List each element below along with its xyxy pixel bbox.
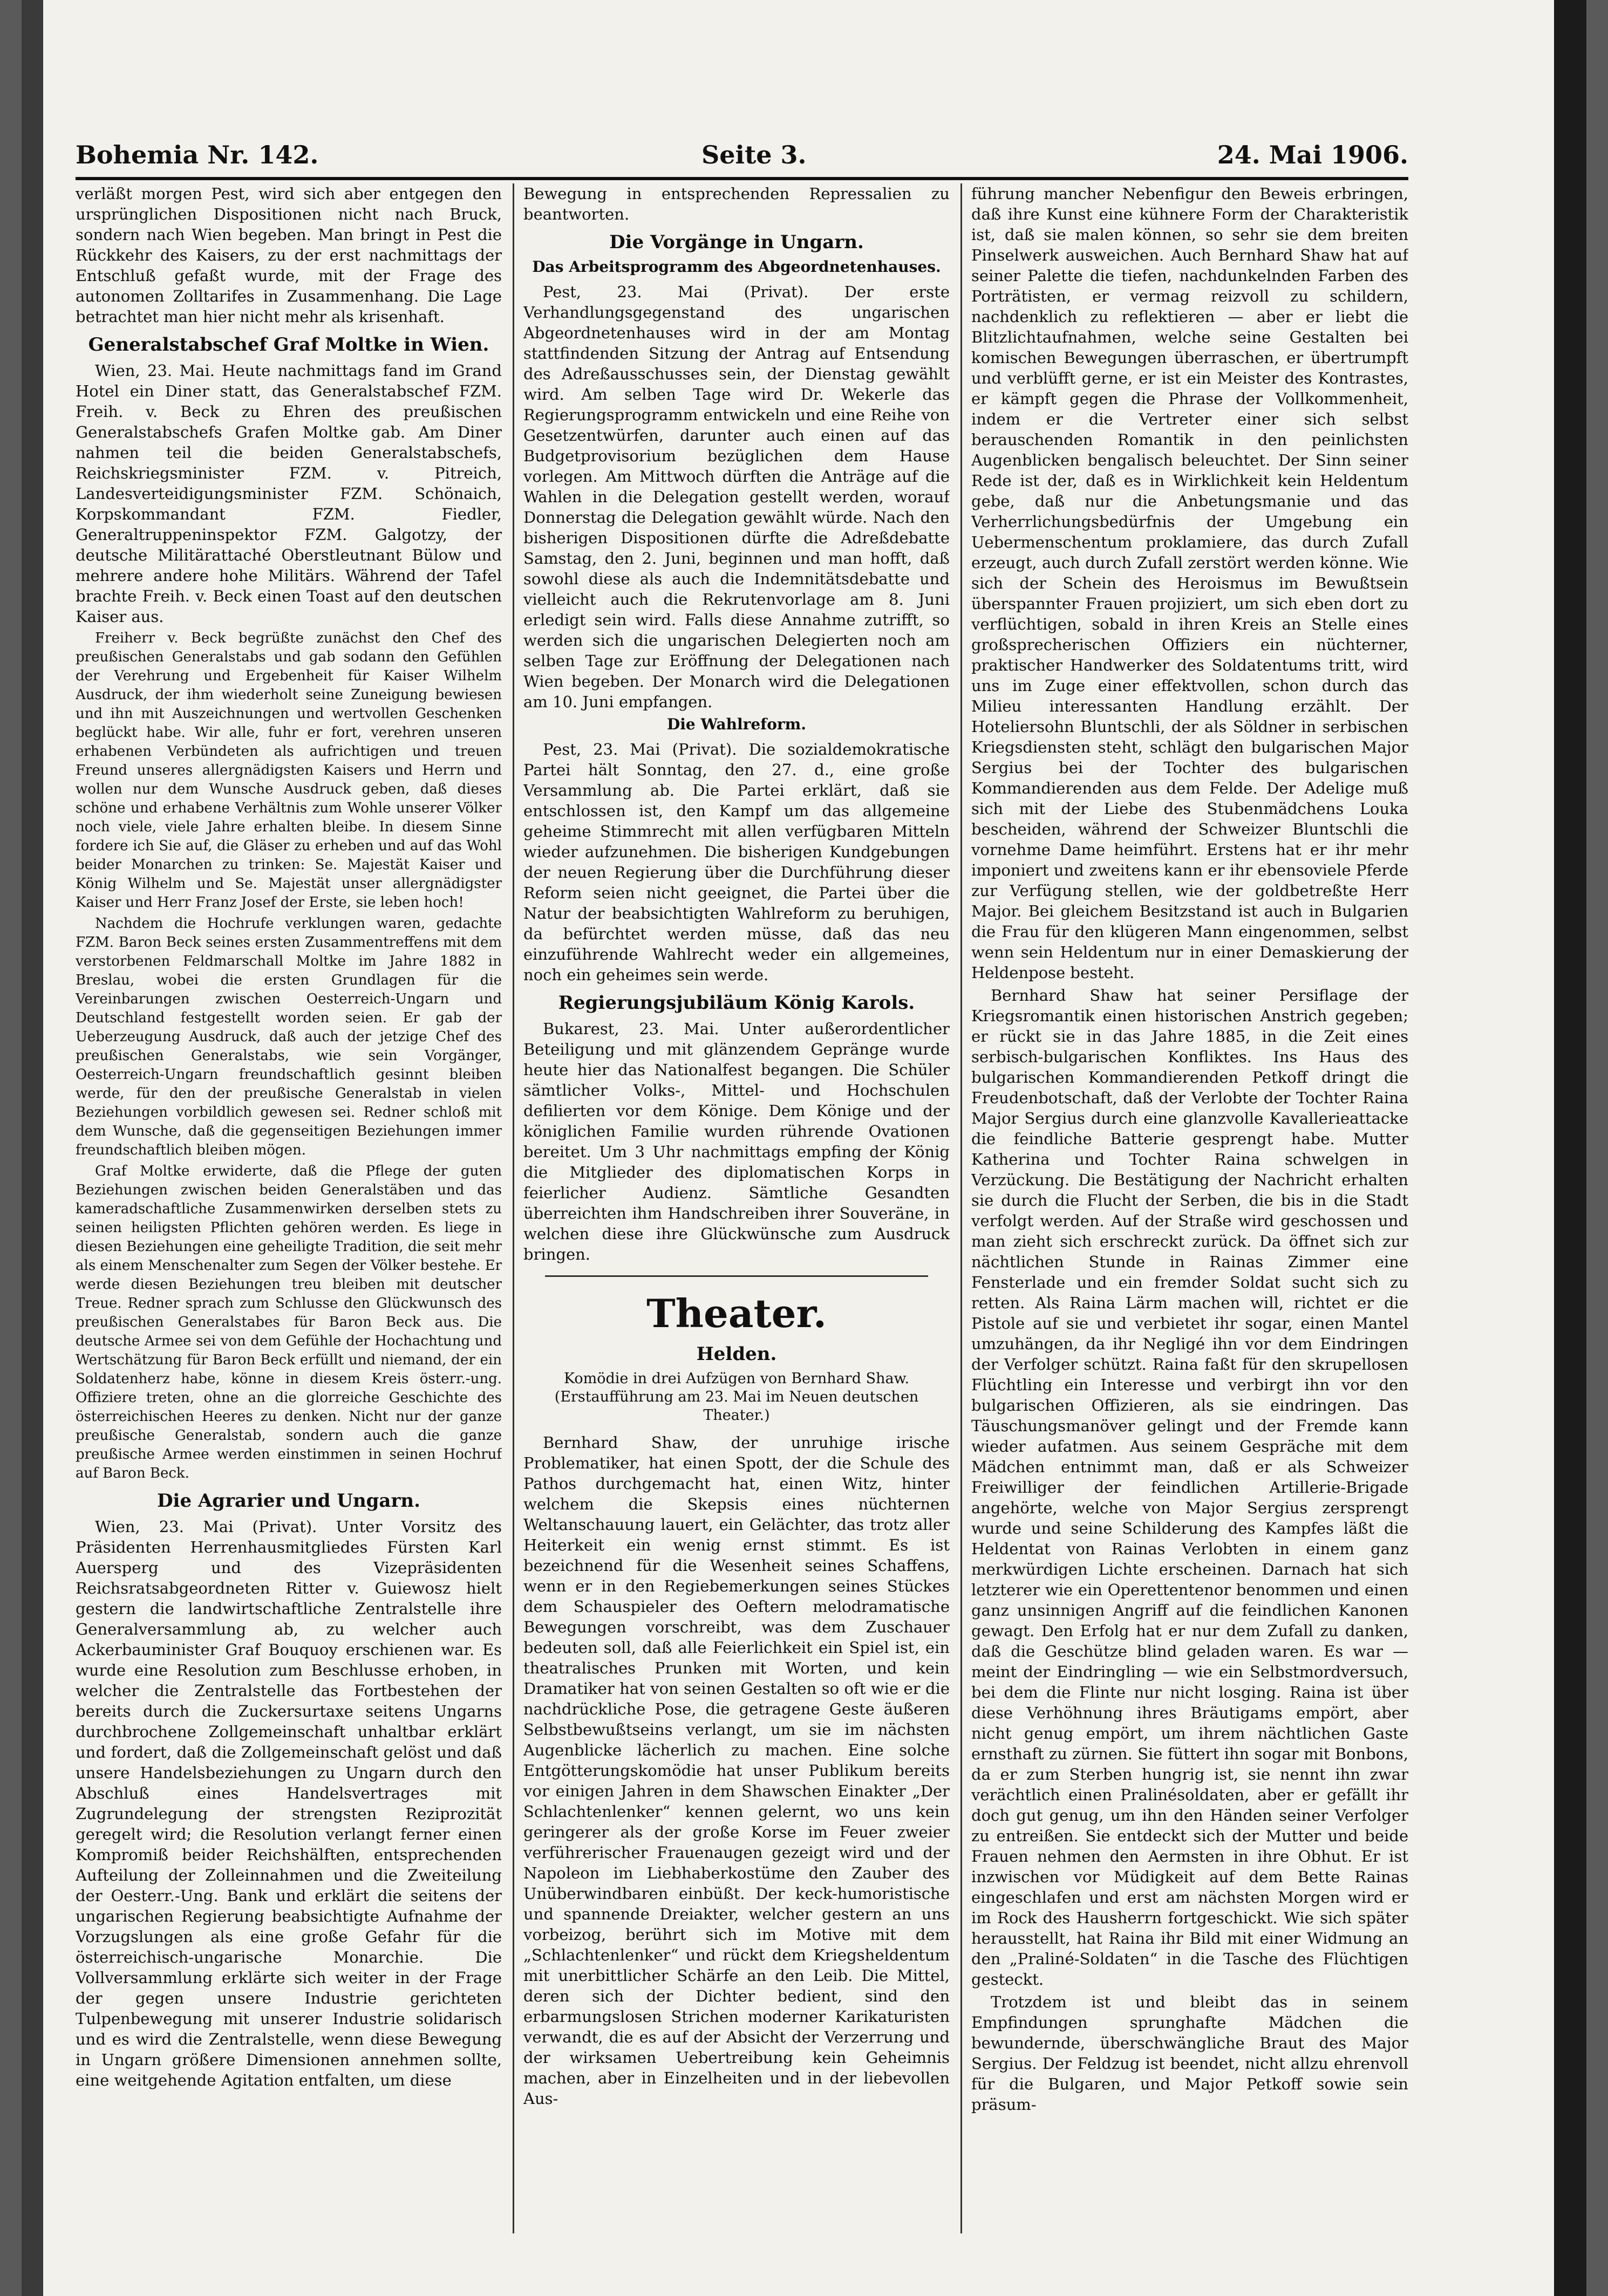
header-rule: [76, 177, 1408, 180]
header-paper-name: Bohemia Nr. 142.: [76, 140, 319, 169]
subheadline-wahlreform: Die Wahlreform.: [666, 715, 807, 733]
column-3: [971, 183, 1408, 2233]
play-subtitle: Komödie in drei Aufzügen von Bernhard Shaw. (Erstaufführung am 23. Mai im Neuen deutschen Theater.): [554, 1370, 919, 1424]
newspaper-page: [22, 0, 1586, 2296]
column-divider-1: [513, 183, 514, 2233]
article-paragraph: Graf Moltke erwiderte, daß die Pflege der guten Beziehungen zwischen beiden Generalstäben und das kameradschaftliche Zusammenwirken derselben stets zu seinen heiligsten Pflichten gehören werden. Es liege in diesen Beziehungen eine geheiligte Tradition, die seit mehr als einem Menschenalter zum Segen der Völker bestehe. Er werde diesen Beziehungen treu bleiben mit deutscher Treue. Redner sprach zum Schlusse den Glückwunsch des preußischen Generalstabes für Baron Beck aus. Die deutsche Armee sei von dem Gefühle der Hochachtung und Wertschätzung für Baron Beck erfüllt und niemand, der ein Soldatenherz habe, könne in diesem Kreis österr.-ung. Offiziere treten, ohne an die glorreiche Geschichte des österreichischen Heeres zu denken. Nicht nur der ganze preußische Generalstab, sondern auch die ganze preußische Armee werden einstimmen in seinen Hochruf auf Baron Beck.: [76, 1163, 502, 1481]
headline-moltke: Generalstabschef Graf Moltke in Wien.: [88, 334, 489, 356]
header-date: 24. Mai 1906.: [1217, 140, 1408, 169]
article-paragraph: Bernhard Shaw hat seiner Persiflage der Kriegsromantik einen historischen Anstrich gegeben; er rückt sie in das Jahre 1885, in die Zeit eines serbisch-bulgarischen Konfliktes. Ins Haus des bulgarischen Kommandierenden Petkoff dringt die Freudenbotschaft, daß der Verlobte der Tochter Raina Major Sergius durch eine glanzvolle Kavallerieattacke die feindliche Batterie gesprengt habe. Mutter Katherina und Tochter Raina schwelgen in Verzückung. Die Bestätigung der Nachricht erhalten sie durch die Flucht der Serben, die bis in die Stadt verfolgt werden. Auf der Straße wird geschossen und man zieht sich erschreckt zurück. Da öffnet sich zur nächtlichen Stunde in Rainas Zimmer eine Fensterlade und ein fremder Soldat sucht sich zu retten. Als Raina Lärm machen will, richtet er die Pistole auf sie und verbietet ihr sogar, einen Mantel umzuhängen, da ihr Negligé ihn vor dem Eindringen der Verfolger schützt. Raina faßt für den skrupellosen Flüchtling ein Interesse und verbirgt ihn vor den bulgarischen Offizieren, als sie eindringen. Das Täuschungsmanöver gelingt und der Fremde kann wieder aufatmen. Aus seinem Gespräche mit dem Mädchen entnimmt man, daß er als Schweizer Freiwilliger der feindlichen Artillerie-Brigade angehörte, welche von Major Sergius zersprengt wurde und seine Schilderung des Kampfes läßt die Heldentat von Rainas Verlobten in einem ganz merkwürdigen Lichte erscheinen. Darnach hat sich letzterer wie ein Operettentenor benommen und einen ganz unsinnigen Angriff auf die feindlichen Kanonen gewagt. Den Erfolg hat er nur dem Zufall zu danken, daß die Geschütze blind geladen waren. Es war — meint der Eindringling — wie ein Selbstmordversuch, bei dem die Flinte nur nicht losging. Raina ist über diese Verhöhnung ihres Bräutigams empört, aber nicht genug empört, um ihrem nächtlichen Gaste ernsthaft zu zürnen. Sie füttert ihn sogar mit Bonbons, da er zum Sterben hungrig ist, sie nennt ihn zwar verächtlich einen Pralinésoldaten, aber er gefällt ihr doch gut genug, um ihn den Händen seiner Verfolger zu entreißen. Sie entdeckt sich der Mutter und beide Frauen nehmen den Aermsten in ihre Obhut. Er ist inzwischen vor Müdigkeit auf dem Bette Rainas eingeschlafen und erst am nächsten Morgen wird er im Rock des Hausherrn fortgeschickt. Wie sich später herausstellt, hat Raina ihr Bild mit einer Widmung an den „Praliné-Soldaten“ in die Tasche des Flüchtigen gesteckt.: [971, 986, 1408, 1988]
article-paragraph: Bukarest, 23. Mai. Unter außerordentlicher Beteiligung und mit glänzendem Gepränge wurde heute hier das Nationalfest begangen. Die Schüler sämtlicher Volks-, Mittel- und Hochschulen defilierten vor dem Könige. Dem Könige und der königlichen Familie wurden rührende Ovationen bereitet. Um 3 Uhr nachmittags empfing der König die Mitglieder des diplomatischen Korps in feierlicher Audienz. Sämtliche Gesandten überreichten ihm Handschreiben ihrer Souveräne, in welchen diese ihre Glückwünsche zum Ausdruck bringen.: [523, 1020, 950, 1263]
page-header: [76, 129, 1408, 178]
headline-karol: Regierungsjubiläum König Karols.: [558, 992, 915, 1014]
article-paragraph: führung mancher Nebenfigur den Beweis erbringen, daß ihre Kunst eine kühnere Form der Charakteristik ist, daß sie malen können, so sehr sie dem breiten Pinselwerk ausweichen. Auch Bernhard Shaw hat auf seiner Palette die tiefen, nachdunkelnden Farben des Porträtisten, er vermag reizvoll zu schildern, nachdenklich zu reflektieren — aber er liebt die Blitzlichtaufnahmen, welche seine Gestalten bei komischen Bewegungen überraschen, er übertrumpft und verblüfft gerne, er ist ein Meister des Kontrastes, er kämpft gegen die Phrase der Vollkommenheit, indem er die Vertreter einer sich selbst berauschenden Romantik in den peinlichsten Augenblicken bengalisch beleuchtet. Der Sinn seiner Rede ist der, daß es in Wirklichkeit kein Heldentum gebe, daß nur die Anbetungsmanie und das Verherrlichungsbedürfnis der Umgebung ein Uebermenschentum proklamiere, das durch Zufall erzeugt, auch durch Zufall zerstört werden könne. Wie sich der Schein des Heroismus im Bewußtsein überspannter Frauen projiziert, um sich eben dort zu verflüchtigen, sobald in ihren Kreis an Stelle eines großsprecherischen Offiziers ein nüchterner, praktischer Handwerker des Soldatentums tritt, wird uns im Zuge einer effektvollen, schon durch das Milieu interessanten Handlung erzählt. Der Hoteliersohn Bluntschli, der als Söldner in serbischen Kriegsdiensten steht, schlägt den bulgarischen Major Sergius bei der Tochter des bulgarischen Kommandierenden aus dem Felde. Der Adelige muß sich mit der Liebe des Stubenmädchens Louka bescheiden, während der Schweizer Bluntschli die vornehme Dame heimführt. Erstens hat er ihr mehr imponiert und zweitens kann er ihr ebensoviele Pferde zur Verfügung stellen, wie der goldbetreßte Herr Major. Bei gleichem Besitzstand ist auch in Bulgarien die Frau für den klügeren Mann eingenommen, selbst wenn sein Heldentum nur in einer Demaskierung der Heldenpose besteht.: [971, 184, 1408, 982]
headline-helden: Helden.: [696, 1343, 777, 1365]
section-separator: [545, 1275, 928, 1277]
column-1: [76, 183, 502, 2233]
scan-left-edge: [22, 0, 43, 2296]
column-2: [523, 183, 950, 2233]
article-paragraph: Pest, 23. Mai (Privat). Die sozialdemokratische Partei hält Sonntag, den 27. d., eine große Versammlung ab. Die Partei erklärt, daß sie entschlossen ist, den Kampf um das allgemeine geheime Stimmrecht mit allen verfügbaren Mitteln wieder aufzunehmen. Die bisherigen Kundgebungen der neuen Regierung über die Durchführung dieser Reform seien nicht geeignet, die Partei über die Natur der beabsichtigten Wahlreform zu beruhigen, da befürchtet werden müsse, daß das neu einzuführende Wahlrecht weder ein allgemeines, noch ein geheimes sein werde.: [523, 740, 950, 984]
article-paragraph: Nachdem die Hochrufe verklungen waren, gedachte FZM. Baron Beck seines ersten Zusammentreffens mit dem verstorbenen Feldmarschall Moltke im Jahre 1882 in Breslau, wobei die ersten Grundlagen für die Vereinbarungen zwischen Oesterreich-Ungarn und Deutschland festgestellt worden seien. Er gab der Ueberzeugung Ausdruck, daß auch der jetzige Chef des preußischen Generalstabs, wie sein Vorgänger, Oesterreich-Ungarn freundschaftlich gesinnt bleiben werde, für den der preußische Generalstab in vielen Beziehungen vorbildlich gewesen sei. Redner schloß mit dem Wunsche, daß die gegenseitigen Beziehungen immer freundschaftlich bleiben mögen.: [76, 915, 502, 1158]
header-page-number: Seite 3.: [701, 140, 807, 169]
article-paragraph: Wien, 23. Mai. Heute nachmittags fand im Grand Hotel ein Diner statt, das Generalstabschef FZM. Freih. v. Beck zu Ehren des preußischen Generalstabschefs Grafen Moltke gab. Am Diner nahmen teil die beiden Generalstabschefs, Reichskriegsminister FZM. v. Pitreich, Landesverteidigungsminister FZM. Schönaich, Korpskommandant FZM. Fiedler, Generaltruppeninspektor FZM. Galgotzy, der deutsche Militärattaché Oberstleutnant Bülow und mehrere andere hohe Militärs. Während der Tafel brachte Freih. v. Beck einen Toast auf den deutschen Kaiser aus.: [76, 361, 502, 626]
headline-agrarier: Die Agrarier und Ungarn.: [157, 1490, 420, 1512]
article-paragraph: Trotzdem ist und bleibt das in seinem Empfindungen sprunghafte Mädchen die bewundernde, überschwängliche Braut des Major Sergius. Der Feldzug ist beendet, nicht allzu ehrenvoll für die Bulgaren, und Major Petkoff sowie sein präsum-: [971, 1993, 1408, 2114]
article-paragraph: Bewegung in entsprechenden Repressalien zu beantworten.: [523, 184, 950, 223]
article-paragraph: Pest, 23. Mai (Privat). Der erste Verhandlungsgegenstand des ungarischen Abgeordnetenhauses wird in der am Montag stattfindenden Sitzung der Antrag auf Entsendung des Adreßausschusses sein, der Dienstag gewählt wird. Am selben Tage wird Dr. Wekerle das Regierungsprogramm entwickeln und eine Reihe von Gesetzentwürfen, darunter auch einen auf das Budgetprovisorium bezüglichen dem Hause vorlegen. Am Mittwoch dürften die Anträge auf die Wahlen in die Delegation gestellt werden, worauf Donnerstag die Delegation gewählt würde. Nach den bisherigen Dispositionen dürfte die Adreßdebatte Samstag, den 2. Juni, beginnen und man hofft, daß sowohl diese als auch die Indemnitätsdebatte und vielleicht auch die Rekrutenvorlage am 8. Juni erledigt sein wird. Falls diese Annahme zutrifft, so werden sich die ungarischen Delegierten noch am selben Tage zur Eröffnung der Delegationen nach Wien begeben. Der Monarch wird die Delegationen am 10. Juni empfangen.: [523, 283, 950, 711]
headline-ungarn: Die Vorgänge in Ungarn.: [609, 231, 864, 253]
subheadline-arbeitsprogramm: Das Arbeitsprogramm des Abgeordnetenhauses.: [532, 258, 941, 276]
article-paragraph: Freiherr v. Beck begrüßte zunächst den Chef des preußischen Generalstabs und gab sodann den Gefühlen der Verehrung und Ergebenheit für Kaiser Wilhelm Ausdruck, der ihm wiederholt seine Zuneigung bewiesen und ihn mit Auszeichnungen und wertvollen Geschenken beglückt habe. Wir alle, fuhr er fort, verehren unseren erhabenen Verbündeten als aufrichtigen und treuen Freund unseres allergnädigsten Kaisers und Herrn und wollen nur dem Wunsche Ausdruck geben, daß dieses schöne und erhabene Verhältnis zum Wohle unserer Völker noch viele, viele Jahre erhalten bleibe. In diesem Sinne fordere ich Sie auf, die Gläser zu erheben und auf das Wohl beider Monarchen zu trinken: Se. Majestät Kaiser und König Wilhelm und Se. Majestät unser allergnädigster Kaiser und Herr Franz Josef der Erste, sie leben hoch!: [76, 630, 502, 911]
article-paragraph: Wien, 23. Mai (Privat). Unter Vorsitz des Präsidenten Herrenhausmitgliedes Fürsten Karl Auersperg und des Vizepräsidenten Reichsratsabgeordneten Ritter v. Guiewosz hielt gestern die landwirtschaftliche Zentralstelle ihre Generalversammlung ab, zu welcher auch Ackerbauminister Graf Bouquoy erschienen war. Es wurde eine Resolution zum Beschlusse erhoben, in welcher die Zentralstelle das Fortbestehen der bereits durch die Zuckersurtaxe seitens Ungarns durchbrochene Zollgemeinschaft unhaltbar erklärt und fordert, daß die Zollgemeinschaft gelöst und daß unsere Handelsbeziehungen zu Ungarn durch den Abschluß eines Handelsvertrages mit Zugrundelegung der strengsten Reziprozität geregelt wird; die Resolution verlangt ferner einen Kompromiß beider Reichshälften, entsprechenden Aufteilung der Zolleinnahmen und die Zweiteilung der Oesterr.-Ung. Bank und erklärt die seitens der ungarischen Regierung beabsichtigte Aufnahme der Vorzugslungen als eine große Gefahr für die österreichisch-ungarische Monarchie. Die Vollversammlung erklärte sich weiter in der Frage der gegen unsere Industrie gerichteten Tulpenbewegung mit unserer Industrie solidarisch und es wird die Zentralstelle, wenn diese Bewegung in Ungarn größere Dimensionen annehmen sollte, eine weitgehende Agitation entfalten, um diese: [76, 1518, 502, 2089]
scan-right-edge: [1554, 0, 1586, 2296]
column-divider-2: [960, 183, 962, 2233]
article-paragraph: verläßt morgen Pest, wird sich aber entgegen den ursprünglichen Dispositionen nicht nach Bruck, sondern nach Wien begeben. Man bringt in Pest die Rückkehr des Kaisers, zu der erst nachmittags der Entschluß gefaßt wurde, mit der Frage des autonomen Zolltarifes in Zusammenhang. Die Lage betrachtet man hier nicht mehr als krisenhaft.: [76, 184, 502, 326]
section-title-theater: Theater.: [646, 1290, 827, 1336]
article-paragraph: Bernhard Shaw, der unruhige irische Problematiker, hat einen Spott, der die Schule des Pathos durchgemacht hat, einen Witz, hinter welchem die Skepsis eines nüchternen Weltanschauung lauert, ein Gelächter, das trotz aller Heiterkeit ein wenig ernst stimmt. Es ist bezeichnend für die Wesenheit seines Schaffens, wenn er in den Regiebemerkungen seines Stückes dem Schauspieler des Oeftern melodramatische Bewegungen vorschreibt, was dem Zuschauer bedeuten soll, daß alle Feierlichkeit ein Spiel ist, ein theatralisches Prunken mit Worten, und kein Dramatiker hat von seinen Gestalten so oft wie er die nachdrückliche Pose, die getragene Geste äußeren Selbstbewußtseins verlangt, um sie im nächsten Augenblicke lächerlich zu machen. Eine solche Entgötterungskomödie hat unser Publikum bereits vor einigen Jahren in dem Shawschen Einakter „Der Schlachtenlenker“ kennen gelernt, wo uns kein geringerer als der große Korse im Feuer zweier verführerischer Frauenaugen gezeigt wird und der Napoleon im Liebhaberkostüme den Zauber des Unüberwindbaren einbüßt. Der keck-humoristische und spannende Dreiakter, welcher gestern an uns vorbeizog, berührt sich im Motive mit dem „Schlachtenlenker“ und rückt dem Kriegsheldentum mit unerbittlicher Schärfe an den Leib. Die Mittel, deren sich der Dichter bedient, sind den erbarmungslosen Strichen moderner Karikaturisten verwandt, die es auf der Absicht der Verzerrung und der wirksamen Uebertreibung kein Geheimnis machen, aber in Einzelheiten und in der liebevollen Aus-: [523, 1433, 950, 2108]
